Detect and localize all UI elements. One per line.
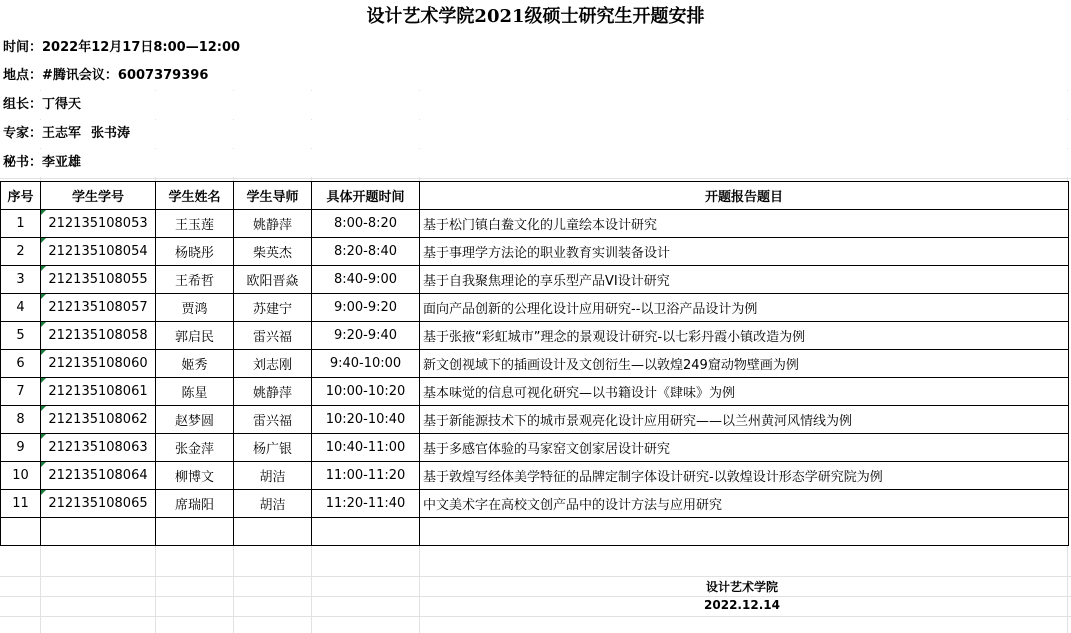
table-row <box>1 462 1069 490</box>
cell-no[interactable]: 6 <box>1 350 41 378</box>
cell-advisor[interactable]: 胡洁 <box>234 490 312 518</box>
footer-date: 2022.12.14 <box>672 598 812 612</box>
time-value: 2022年12月17日8:00—12:00 <box>42 40 241 55</box>
table-row <box>1 294 1069 322</box>
table-row <box>1 406 1069 434</box>
cell-topic[interactable]: 基于事理学方法论的职业教育实训装备设计 <box>420 238 1069 266</box>
cell-advisor[interactable]: 刘志刚 <box>234 350 312 378</box>
time-label: 时间： <box>3 40 43 55</box>
cell-time[interactable]: 8:20-8:40 <box>312 238 420 266</box>
cell-topic[interactable]: 基于敦煌写经体美学特征的品牌定制字体设计研究-以敦煌设计形态学研究院为例 <box>420 462 1069 490</box>
cell-no[interactable]: 7 <box>1 378 41 406</box>
cell-student-id[interactable]: 212135108060 <box>41 350 156 378</box>
cell-no[interactable]: 4 <box>1 294 41 322</box>
schedule-table <box>0 181 1069 546</box>
cell-advisor[interactable]: 雷兴福 <box>234 406 312 434</box>
empty-cell[interactable] <box>1 518 41 546</box>
cell-name[interactable]: 姬秀 <box>156 350 234 378</box>
info-time <box>0 34 1071 62</box>
cell-time[interactable]: 10:40-11:00 <box>312 434 420 462</box>
cell-time[interactable]: 11:00-11:20 <box>312 462 420 490</box>
cell-no[interactable]: 5 <box>1 322 41 350</box>
leader-value: 丁得天 <box>42 97 82 112</box>
table-row <box>1 434 1069 462</box>
empty-cell[interactable] <box>41 518 156 546</box>
cell-time[interactable]: 8:00-8:20 <box>312 210 420 238</box>
experts-value-2: 张书涛 <box>91 126 131 141</box>
table-row <box>1 350 1069 378</box>
cell-student-id[interactable]: 212135108053 <box>41 210 156 238</box>
cell-time[interactable]: 11:20-11:40 <box>312 490 420 518</box>
cell-no[interactable]: 1 <box>1 210 41 238</box>
table-row <box>1 490 1069 518</box>
cell-advisor[interactable]: 欧阳晋焱 <box>234 266 312 294</box>
cell-student-id[interactable]: 212135108058 <box>41 322 156 350</box>
experts-value-1: 王志军 <box>42 126 82 141</box>
cell-student-id[interactable]: 212135108055 <box>41 266 156 294</box>
empty-cell[interactable] <box>156 518 234 546</box>
cell-name[interactable]: 柳博文 <box>156 462 234 490</box>
footer-org: 设计艺术学院 <box>672 578 812 595</box>
table-row <box>1 378 1069 406</box>
cell-time[interactable]: 10:00-10:20 <box>312 378 420 406</box>
secretary-value: 李亚雄 <box>42 155 82 170</box>
gridline <box>0 616 1071 617</box>
gridline <box>0 178 1071 179</box>
document-title: 设计艺术学院2021级硕士研究生开题安排 <box>0 0 1071 34</box>
place-label: 地点： <box>3 68 43 83</box>
header-student-id: 学生学号 <box>41 182 156 210</box>
place-value: #腾讯会议：6007379396 <box>42 68 209 83</box>
cell-advisor[interactable]: 姚静萍 <box>234 210 312 238</box>
empty-cell[interactable] <box>420 518 1069 546</box>
gridline <box>0 576 1071 577</box>
cell-topic[interactable]: 面向产品创新的公理化设计应用研究--以卫浴产品设计为例 <box>420 294 1069 322</box>
cell-student-id[interactable]: 212135108064 <box>41 462 156 490</box>
cell-advisor[interactable]: 苏建宁 <box>234 294 312 322</box>
table-header-row <box>1 182 1069 210</box>
header-no: 序号 <box>1 182 41 210</box>
info-experts <box>0 120 1071 148</box>
cell-no[interactable]: 8 <box>1 406 41 434</box>
cell-topic[interactable]: 中文美术字在高校文创产品中的设计方法与应用研究 <box>420 490 1069 518</box>
cell-time[interactable]: 10:20-10:40 <box>312 406 420 434</box>
gridline <box>0 596 1071 597</box>
cell-name[interactable]: 王玉莲 <box>156 210 234 238</box>
cell-no[interactable]: 10 <box>1 462 41 490</box>
cell-no[interactable]: 2 <box>1 238 41 266</box>
cell-topic[interactable]: 基于新能源技术下的城市景观亮化设计应用研究——以兰州黄河风情线为例 <box>420 406 1069 434</box>
cell-student-id[interactable]: 212135108054 <box>41 238 156 266</box>
cell-topic[interactable]: 基于张掖“彩虹城市”理念的景观设计研究-以七彩丹霞小镇改造为例 <box>420 322 1069 350</box>
cell-name[interactable]: 张金萍 <box>156 434 234 462</box>
cell-advisor[interactable]: 胡洁 <box>234 462 312 490</box>
cell-topic[interactable]: 基于松门镇白鲞文化的儿童绘本设计研究 <box>420 210 1069 238</box>
cell-student-id[interactable]: 212135108062 <box>41 406 156 434</box>
info-leader <box>0 91 1071 119</box>
cell-no[interactable]: 9 <box>1 434 41 462</box>
empty-cell[interactable] <box>312 518 420 546</box>
cell-advisor[interactable]: 杨广银 <box>234 434 312 462</box>
table-row <box>1 210 1069 238</box>
cell-time[interactable]: 9:20-9:40 <box>312 322 420 350</box>
cell-student-id[interactable]: 212135108061 <box>41 378 156 406</box>
table-row <box>1 238 1069 266</box>
cell-no[interactable]: 3 <box>1 266 41 294</box>
cell-name[interactable]: 贾鸿 <box>156 294 234 322</box>
cell-name[interactable]: 席瑞阳 <box>156 490 234 518</box>
cell-student-id[interactable]: 212135108065 <box>41 490 156 518</box>
empty-cell[interactable] <box>234 518 312 546</box>
cell-time[interactable]: 8:40-9:00 <box>312 266 420 294</box>
cell-topic[interactable]: 新文创视域下的插画设计及文创衍生—以敦煌249窟动物壁画为例 <box>420 350 1069 378</box>
cell-name[interactable]: 郭启民 <box>156 322 234 350</box>
header-advisor: 学生导师 <box>234 182 312 210</box>
cell-topic[interactable]: 基于自我聚焦理论的享乐型产品VI设计研究 <box>420 266 1069 294</box>
cell-name[interactable]: 赵梦圆 <box>156 406 234 434</box>
table-row <box>1 266 1069 294</box>
cell-student-id[interactable]: 212135108057 <box>41 294 156 322</box>
cell-student-id[interactable]: 212135108063 <box>41 434 156 462</box>
cell-no[interactable]: 11 <box>1 490 41 518</box>
secretary-label: 秘书： <box>3 155 43 170</box>
experts-label: 专家： <box>3 126 43 141</box>
cell-advisor[interactable]: 姚静萍 <box>234 378 312 406</box>
cell-name[interactable]: 王希哲 <box>156 266 234 294</box>
info-secretary <box>0 149 1071 177</box>
cell-time[interactable]: 9:00-9:20 <box>312 294 420 322</box>
info-place <box>0 62 1071 90</box>
cell-name[interactable]: 陈星 <box>156 378 234 406</box>
header-topic: 开题报告题目 <box>420 182 1069 210</box>
cell-topic[interactable]: 基于多感官体验的马家窑文创家居设计研究 <box>420 434 1069 462</box>
cell-advisor[interactable]: 柴英杰 <box>234 238 312 266</box>
leader-label: 组长： <box>3 97 43 112</box>
cell-topic[interactable]: 基本味觉的信息可视化研究—以书籍设计《肆味》为例 <box>420 378 1069 406</box>
header-time: 具体开题时间 <box>312 182 420 210</box>
cell-advisor[interactable]: 雷兴福 <box>234 322 312 350</box>
header-name: 学生姓名 <box>156 182 234 210</box>
empty-table-row <box>1 518 1069 546</box>
table-row <box>1 322 1069 350</box>
cell-name[interactable]: 杨晓彤 <box>156 238 234 266</box>
cell-time[interactable]: 9:40-10:00 <box>312 350 420 378</box>
